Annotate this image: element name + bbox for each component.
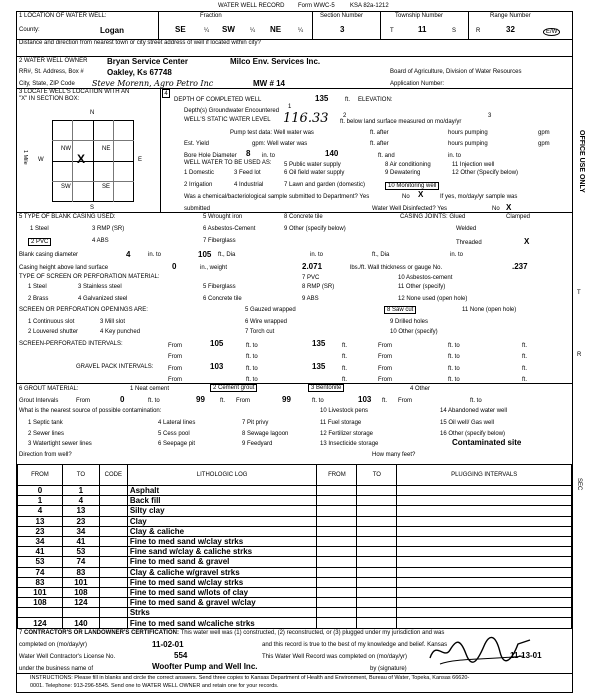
table-row: 13 23 Clay bbox=[18, 516, 572, 526]
signature bbox=[426, 630, 536, 666]
county-label: County: bbox=[19, 27, 40, 33]
completed-date: 11-02-01 bbox=[152, 640, 184, 649]
section-number-label: Section Number bbox=[320, 13, 364, 19]
saw-cut-selected: 8 Saw cut bbox=[384, 306, 416, 314]
mw-number: MW # 14 bbox=[253, 79, 286, 88]
gravel-from: 103 bbox=[210, 362, 224, 371]
owner-name: Bryan Service Center bbox=[107, 57, 188, 66]
section-number: 3 bbox=[340, 25, 345, 34]
address-label: RR#, St. Address, Box # bbox=[19, 69, 84, 75]
source-label: What is the nearest source of possible contamination: bbox=[19, 408, 162, 414]
form-title: WATER WELL RECORD bbox=[218, 3, 285, 9]
table-row: 101 108 Fine to med sand w/lots of clay bbox=[18, 587, 572, 597]
table-row: 74 83 Clay & caliche w/gravel strks bbox=[18, 567, 572, 577]
handwritten-owner: Steve Morenn, Agro Petro Inc bbox=[92, 79, 214, 88]
fraction-1: SE bbox=[175, 25, 186, 34]
static-label: WELL'S STATIC WATER LEVEL bbox=[184, 117, 271, 123]
contaminated-site: Contaminated site bbox=[452, 438, 522, 447]
bentonite-selected: 3 Bentonite bbox=[308, 384, 344, 392]
ew-circle: E/W bbox=[543, 28, 560, 36]
table-row: 4 13 Silty clay bbox=[18, 506, 572, 516]
owner-name-2: Milco Env. Services Inc. bbox=[230, 57, 321, 66]
casing-height-label: Casing height above land surface bbox=[19, 265, 109, 271]
cert-label: 7 CONTRACTOR'S OR LANDOWNER'S CERTIFICATION: This water well was (1) constructed, (2) reconstructed, or (3) plugged under my jurisdiction and was bbox=[19, 630, 445, 636]
table-row: 124 140 Fine to med sand w/caliche strks bbox=[18, 618, 572, 628]
disinfected-label: Water Well Disinfected? Yes bbox=[372, 206, 448, 212]
use-label: WELL WATER TO BE USED AS: bbox=[184, 160, 272, 166]
table-row: 0 1 Asphalt bbox=[18, 486, 572, 496]
well-location-mark: X bbox=[77, 152, 86, 166]
table-row: 1 4 Back fill bbox=[18, 496, 572, 506]
bore-label: Bore Hole Diameter bbox=[184, 153, 237, 159]
city-label: City, State, ZIP Code bbox=[19, 81, 75, 87]
fraction-label: Fraction bbox=[200, 13, 222, 19]
yield-label: Est. Yield bbox=[184, 141, 210, 147]
table-row: 83 101 Fine to med sand w/clay strks bbox=[18, 577, 572, 587]
application-label: Application Number: bbox=[390, 81, 445, 87]
screen-label: TYPE OF SCREEN OR PERFORATION MATERIAL: bbox=[19, 274, 160, 280]
business-name: Woofter Pump and Well Inc. bbox=[152, 662, 258, 671]
form-number: Form WWC-5 bbox=[298, 3, 335, 9]
static-level: 116.33 bbox=[283, 111, 329, 126]
grout-label: 6 GROUT MATERIAL: bbox=[19, 386, 79, 392]
pump-label: Pump test data: Well water was bbox=[230, 130, 314, 136]
table-row: 108 124 Fine to med sand & gravel w/clay bbox=[18, 598, 572, 608]
owner-city: Oakley, Ks 67748 bbox=[107, 68, 172, 77]
fraction-3: NE bbox=[270, 25, 282, 34]
board-label: Board of Agriculture, Division of Water Resources bbox=[390, 69, 522, 75]
township-number: 11 bbox=[418, 25, 427, 34]
perf-to: 135 bbox=[312, 339, 326, 348]
owner-label: 2 WATER WELL OWNER bbox=[19, 58, 88, 64]
range-label: Range Number bbox=[490, 13, 531, 19]
bore-to: 140 bbox=[325, 149, 339, 158]
township-label: Township Number bbox=[395, 13, 444, 19]
openings-label: SCREEN OR PERFORATION OPENINGS ARE: bbox=[19, 307, 148, 313]
depth-label: DEPTH OF COMPLETED WELL bbox=[174, 97, 262, 103]
county-value: Logan bbox=[100, 26, 124, 35]
monitoring-well-selected: 10 Monitoring well bbox=[385, 182, 439, 190]
fraction-2: SW bbox=[222, 25, 235, 34]
gravel-to: 135 bbox=[312, 362, 326, 371]
grid-label: 3 LOCATE WELL'S LOCATION WITH AN "X" IN SECTION BOX: bbox=[19, 89, 130, 102]
table-row: 34 41 Fine to med sand w/clay strks bbox=[18, 536, 572, 546]
bore-value: 8 bbox=[246, 149, 251, 158]
table-row: Strks bbox=[18, 608, 572, 618]
instructions: INSTRUCTIONS: Please fill in blanks and circle the correct answers. Send three copies to Kansas Department of Health and Environment, Bureau of Water, Topeka, Kansas 66620- bbox=[30, 675, 470, 681]
pvc-selected: 2 PVC bbox=[28, 238, 51, 246]
chem-label: Was a chemical/bacteriological sample submitted to Department? Yes bbox=[184, 194, 370, 200]
casing-label: 5 TYPE OF BLANK CASING USED: bbox=[19, 214, 116, 220]
ksa-number: KSA 82a-1212 bbox=[350, 3, 389, 9]
distance-label: Distance and direction from nearest town or city street address of well if located within city? bbox=[19, 40, 261, 46]
license-number: 554 bbox=[174, 651, 188, 660]
depth-value: 135 bbox=[315, 94, 329, 103]
office-use-label: OFFICE USE ONLY bbox=[578, 130, 585, 193]
section1-label: 1 LOCATION OF WATER WELL: bbox=[19, 13, 107, 19]
groundwater-label: Depth(s) Groundwater Encountered bbox=[184, 108, 280, 114]
lithologic-log-table bbox=[17, 464, 572, 629]
elevation-label: ELEVATION: bbox=[358, 97, 393, 103]
casing-diameter-label: Blank casing diameter bbox=[19, 252, 79, 258]
table-row: 23 34 Clay & caliche bbox=[18, 526, 572, 536]
range-number: 32 bbox=[506, 25, 515, 34]
record-date: 11-13-01 bbox=[510, 651, 542, 660]
perf-from: 105 bbox=[210, 339, 224, 348]
perf-label: SCREEN-PERFORATED INTERVALS: bbox=[19, 341, 123, 347]
gravel-label: GRAVEL PACK INTERVALS: bbox=[76, 364, 154, 370]
table-row: 41 53 Fine sand w/clay & caliche strks bbox=[18, 547, 572, 557]
grout-intervals-label: Grout Intervals bbox=[19, 398, 59, 404]
table-row: 53 74 Fine to med sand & gravel bbox=[18, 557, 572, 567]
cement-grout-selected: 2 Cement grout bbox=[210, 384, 257, 392]
table-header: FROM TO CODE LITHOLOGIC LOG FROM TO PLUGGING INTERVALS bbox=[18, 465, 572, 486]
